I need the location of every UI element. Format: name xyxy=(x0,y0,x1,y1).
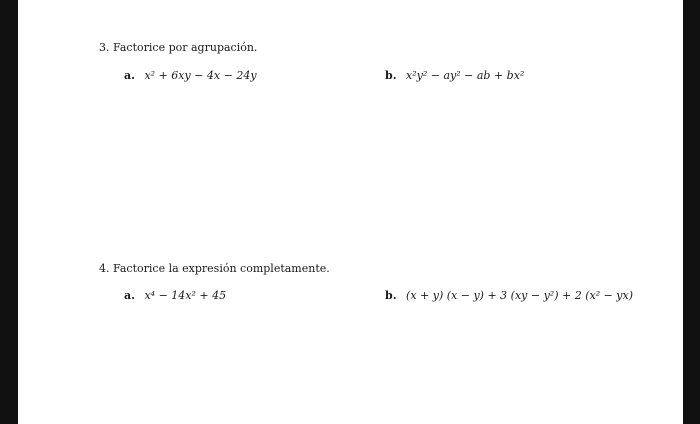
part-label: a. xyxy=(124,289,135,302)
problem-3-part-b xyxy=(385,69,524,83)
math-expression: x²y² − ay² − ab + bx² xyxy=(406,69,525,82)
problem-4-title: 4. Factorice la expresión completamente. xyxy=(99,262,330,275)
part-label: b. xyxy=(385,69,397,82)
left-dark-edge xyxy=(0,0,18,424)
problem-4-part-b xyxy=(385,289,633,303)
math-expression: (x + y) (x − y) + 3 (xy − y²) + 2 (x² − yx) xyxy=(406,289,634,302)
math-expression: x⁴ − 14x² + 45 xyxy=(144,289,227,302)
problem-3-title: 3. Factorice por agrupación. xyxy=(99,41,258,54)
problem-4-part-a xyxy=(124,289,226,303)
part-label: a. xyxy=(124,69,135,82)
right-dark-edge xyxy=(683,0,700,424)
worksheet-page xyxy=(18,0,683,424)
math-expression: x² + 6xy − 4x − 24y xyxy=(144,69,257,82)
part-label: b. xyxy=(385,289,397,302)
problem-3-part-a xyxy=(124,69,257,83)
